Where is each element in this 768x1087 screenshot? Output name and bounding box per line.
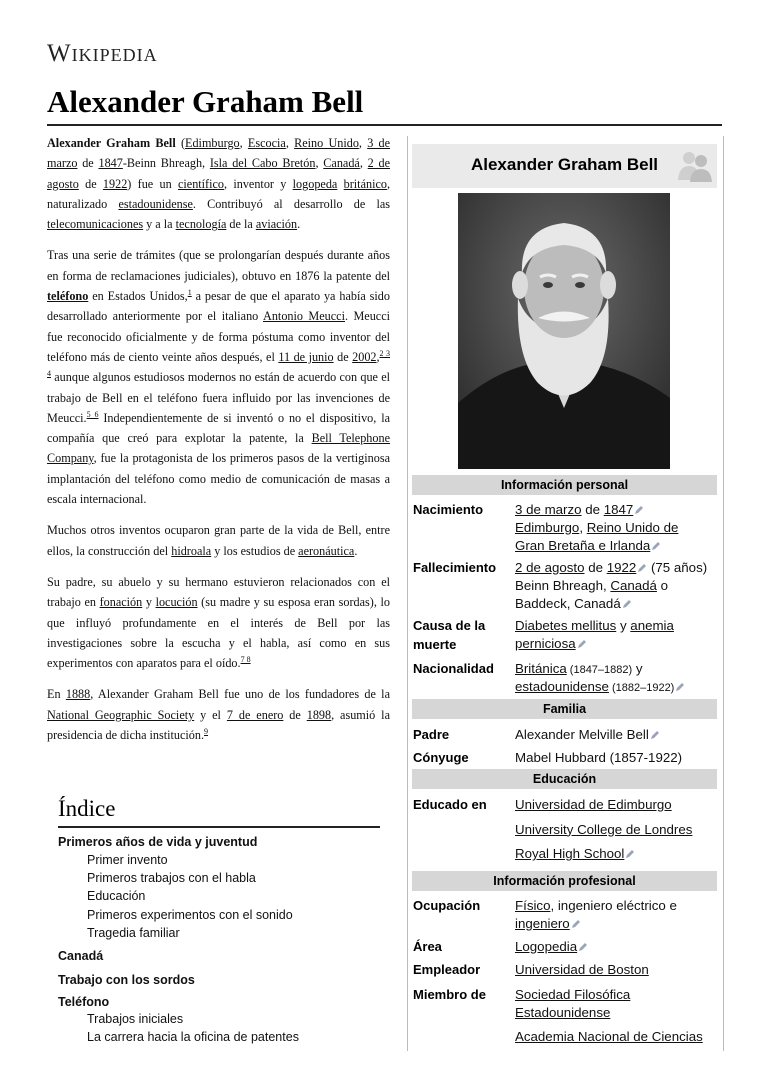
inline-link[interactable]: National Geographic Society <box>47 707 195 722</box>
infobox-key: Fallecimiento <box>413 560 497 575</box>
inline-text: , <box>315 156 324 171</box>
infobox-link[interactable]: Estadounidense <box>515 1005 611 1020</box>
inline-link[interactable]: británico <box>343 176 387 191</box>
infobox-key: Ocupación <box>413 898 481 913</box>
edit-pencil-icon[interactable] <box>651 538 661 548</box>
toc-section-link[interactable]: Teléfono <box>58 995 110 1009</box>
wikipedia-logo[interactable]: Wikipedia <box>47 40 158 67</box>
inline-link[interactable]: fonación <box>99 595 143 610</box>
inline-text: , <box>239 136 248 150</box>
inline-link[interactable]: aviación <box>255 217 298 232</box>
edit-pencil-icon[interactable] <box>578 939 588 949</box>
inline-link[interactable]: Bell Telephone Company <box>47 431 390 466</box>
infobox-value-line <box>515 749 720 767</box>
infobox-value <box>515 986 720 1046</box>
inline-link[interactable]: telecomunicaciones <box>47 217 144 232</box>
infobox-value <box>515 749 720 767</box>
infobox-text: (75 años) <box>647 560 708 575</box>
inline-text: Independientemente de si inventó o no el dispositivo, la compañía que creó para explotar la patente, la <box>47 410 390 446</box>
inline-link[interactable]: 2 de agosto <box>47 156 390 191</box>
infobox-link[interactable]: Academia Nacional de Ciencias <box>515 1029 703 1044</box>
infobox-link[interactable]: Universidad de Edimburgo <box>515 797 672 812</box>
infobox-text: Alexander Melville Bell <box>515 727 649 742</box>
infobox-value-line <box>515 897 720 915</box>
infobox-key: Padre <box>413 727 450 742</box>
infobox-link[interactable]: Canadá <box>610 578 657 593</box>
paragraph-telephone <box>47 245 390 509</box>
inline-text: (su madre y su esposa eran sordas), lo que influyó profundamente en el interés de Bell por las investigaciones sobre la escucha y el habla, así como en sus experimentos con aparatos para el oído. <box>47 595 391 671</box>
infobox-value-line <box>515 660 720 678</box>
infobox-link[interactable]: Edimburgo <box>515 520 580 535</box>
infobox-value <box>515 559 720 613</box>
inline-link[interactable]: científico <box>177 176 225 191</box>
inline-link[interactable]: 7 de enero <box>226 707 284 722</box>
inline-text: y a la <box>143 217 176 232</box>
toc-subsection-link[interactable]: La carrera hacia la oficina de patentes <box>87 1030 299 1044</box>
inline-text: . <box>297 217 301 232</box>
infobox-value-line <box>515 559 720 577</box>
section-educacion: Educación <box>412 769 717 789</box>
inline-text: aunque algunos estudiosos modernos no están de acuerdo con que el trabajo de Bell en el teléfono fuera influido por las invenciones de Meucci. <box>47 370 390 425</box>
infobox-link[interactable]: estadounidense <box>515 679 609 694</box>
inline-link[interactable]: Edimburgo <box>185 136 240 150</box>
infobox-value <box>515 501 720 555</box>
edit-pencil-icon[interactable] <box>675 679 685 689</box>
inline-text: Tras una serie de trámites (que se prolongarían después durante años en forma de reclamaciones judiciales), obtuvo en 1876 la patente del <box>47 248 390 283</box>
inline-text: Alexander Graham Bell <box>47 136 176 150</box>
infobox-value-line <box>515 501 720 519</box>
inline-link[interactable]: 1 <box>187 288 192 298</box>
infobox-value-line <box>515 537 720 555</box>
inline-text: . <box>354 543 358 558</box>
infobox-text: (1847–1882) <box>566 664 633 676</box>
toc-subsection-link[interactable]: Primeros trabajos con el habla <box>87 871 256 885</box>
infobox-value-line <box>515 938 720 956</box>
infobox-value-line <box>515 595 720 613</box>
infobox-text: Baddeck, Canadá <box>515 596 621 611</box>
section-familia: Familia <box>412 699 717 719</box>
paragraph-family <box>47 572 390 673</box>
infobox-value <box>515 617 720 653</box>
toc-subsection-link[interactable]: Primeros experimentos con el sonido <box>87 908 293 922</box>
infobox-key: Miembro de <box>413 987 486 1002</box>
inline-text: , <box>285 136 295 150</box>
inline-text: En <box>47 687 66 702</box>
infobox-link[interactable]: Diabetes mellitus <box>515 618 617 633</box>
toc-section-link[interactable]: Canadá <box>58 949 104 963</box>
infobox-value-line <box>515 845 720 863</box>
infobox-text: de <box>584 560 607 575</box>
inline-link[interactable]: 1898 <box>306 707 332 722</box>
edit-pencil-icon[interactable] <box>622 596 632 606</box>
portrait-photo <box>458 193 670 469</box>
inline-link[interactable]: 2 3 4 <box>47 348 390 379</box>
inline-text: , fue la protagonista de los primeros pasos de la vertiginosa implantación del teléfono como medio de comunicación de masas a escala internacional. <box>47 451 390 507</box>
infobox-link[interactable]: 1922 <box>606 560 637 575</box>
infobox-link[interactable]: Sociedad Filosófica <box>515 987 631 1002</box>
edit-pencil-icon[interactable] <box>577 636 587 646</box>
toc-subsection-link[interactable]: Trabajos iniciales <box>87 1012 184 1026</box>
infobox-value <box>515 938 720 956</box>
infobox-link[interactable]: 1847 <box>603 502 634 517</box>
toc-section-link[interactable]: Primeros años de vida y juventud <box>58 835 258 849</box>
infobox-value-line <box>515 635 720 653</box>
inline-link[interactable]: teléfono <box>47 289 89 304</box>
infobox-link[interactable]: anemia <box>630 618 674 633</box>
inline-text: , inventor y <box>224 176 293 191</box>
inline-text: y el <box>194 707 227 722</box>
inline-link[interactable]: 11 de junio <box>278 349 334 364</box>
inline-link[interactable]: Canadá <box>323 156 360 171</box>
infobox-key: Área <box>413 939 442 954</box>
inline-link[interactable]: 3 de marzo <box>47 136 391 171</box>
infobox-key: Empleador <box>413 962 481 977</box>
infobox-value <box>515 897 720 933</box>
infobox-value-line <box>515 617 720 635</box>
infobox-link[interactable]: 2 de agosto <box>515 560 585 575</box>
edit-pencil-icon[interactable] <box>650 727 660 737</box>
toc-divider <box>58 826 380 828</box>
inline-text: Su padre, su abuelo y su hermano estuvieron relacionados con el trabajo en <box>47 574 390 610</box>
infobox-text: Beinn Bhreagh, <box>515 578 611 593</box>
paragraph-national-geographic <box>47 684 390 745</box>
infobox-value-line <box>515 915 720 933</box>
inline-text: , <box>376 349 380 364</box>
infobox-link[interactable]: Gran Bretaña e Irlanda <box>515 538 651 553</box>
inline-link[interactable]: Escocia <box>247 136 286 150</box>
inline-link[interactable]: 5 6 <box>86 409 99 419</box>
toc-subsection-link[interactable]: Tragedia familiar <box>87 926 180 940</box>
inline-link[interactable]: 7 8 <box>240 655 251 665</box>
inline-link[interactable]: hidroala <box>171 543 212 558</box>
infobox-value-line <box>515 678 720 696</box>
inline-text: a pesar de que el aparato ya había sido desarrollado anteriormente por el italiano <box>47 289 390 324</box>
paragraph-intro <box>47 133 390 234</box>
infobox-value-line <box>515 1028 720 1046</box>
infobox-value-line <box>515 519 720 537</box>
inline-text: ( <box>175 136 186 150</box>
title-divider <box>47 124 722 126</box>
infobox-text: o <box>656 578 669 593</box>
inline-text: de <box>333 349 353 364</box>
inline-link[interactable]: Reino Unido <box>294 136 359 150</box>
page-title: Alexander Graham Bell <box>47 84 364 119</box>
infobox-key: Cónyuge <box>413 750 469 765</box>
infobox-text: , ingeniero eléctrico e <box>550 898 677 913</box>
inline-text: de la <box>226 217 256 232</box>
inline-text: y <box>142 595 156 610</box>
infobox-text: y <box>632 661 643 676</box>
inline-link[interactable]: estadounidense <box>118 196 193 211</box>
edit-pencil-icon[interactable] <box>637 560 647 570</box>
inline-link[interactable]: 1922 <box>102 176 128 191</box>
inline-link[interactable]: locución <box>155 595 198 610</box>
inline-text: ) fue un <box>127 176 178 191</box>
inline-link[interactable]: Antonio Meucci <box>263 309 345 324</box>
inline-text: de <box>78 176 103 191</box>
paragraph-inventions <box>47 520 390 561</box>
infobox-value <box>515 660 720 696</box>
person-icon <box>676 146 714 184</box>
infobox-link[interactable]: University College de Londres <box>515 821 693 837</box>
inline-text: , Alexander Graham Bell fue uno de los fundadores de la <box>90 687 390 702</box>
inline-link[interactable]: aeronáutica <box>298 543 355 558</box>
inline-text: y los estudios de <box>211 543 299 558</box>
toc-subsection-link[interactable]: Primer invento <box>87 853 168 867</box>
infobox-value-line <box>515 986 720 1004</box>
inline-text: de <box>77 156 99 171</box>
infobox-value <box>515 961 720 979</box>
infobox-link[interactable]: Británica <box>515 661 567 676</box>
infobox-value-line <box>515 796 720 821</box>
infobox-link[interactable]: Reino Unido de <box>586 520 679 535</box>
toc-subsection-link[interactable]: Educación <box>87 889 146 903</box>
inline-link[interactable]: Isla del Cabo Bretón <box>209 156 316 171</box>
inline-text: , <box>359 156 368 171</box>
infobox-text: Mabel Hubbard (1857-1922) <box>515 750 683 765</box>
inline-text: en Estados Unidos, <box>88 289 188 304</box>
inline-link[interactable]: 9 <box>204 726 209 736</box>
article-body <box>47 133 390 756</box>
infobox-key: Nacionalidad <box>413 661 494 676</box>
infobox-link[interactable]: Universidad de Boston <box>515 962 649 977</box>
infobox-value-line <box>515 821 720 846</box>
infobox-title: Alexander Graham Bell <box>470 155 659 174</box>
edit-pencil-icon[interactable] <box>634 502 644 512</box>
infobox-key: Educado en <box>413 797 487 812</box>
infobox-key: Nacimiento <box>413 502 484 517</box>
infobox-link[interactable]: 3 de marzo <box>515 502 582 517</box>
inline-link[interactable]: tecnología <box>175 217 227 232</box>
inline-text: Muchos otros inventos ocuparon gran parte de la vida de Bell, entre ellos, la construcción del <box>47 523 390 558</box>
toc-title: Índice <box>58 796 116 821</box>
toc-section-link[interactable]: Trabajo con los sordos <box>58 973 195 987</box>
inline-text: . Contribuyó al desarrollo de las <box>192 196 391 211</box>
infobox-link[interactable]: ingeniero <box>515 916 570 931</box>
section-profesional: Información profesional <box>412 871 717 891</box>
inline-text: , asumió la presidencia de dicha institución. <box>47 707 390 743</box>
infobox-text: , <box>579 520 587 535</box>
inline-text: de <box>283 707 307 722</box>
infobox-link[interactable]: Logopedia <box>515 939 578 954</box>
infobox-text: (1882–1922) <box>608 682 675 694</box>
infobox-value-line <box>515 726 720 744</box>
infobox-value-line <box>515 961 720 979</box>
infobox-link[interactable]: Físico <box>515 898 551 913</box>
infobox-key: Causa de la muerte <box>413 618 486 652</box>
infobox-value-line <box>515 577 720 595</box>
inline-link[interactable]: logopeda <box>292 176 338 191</box>
edit-pencil-icon[interactable] <box>571 916 581 926</box>
inline-text: . Meucci fue reconocido oficialmente y de forma póstuma como inventor del teléfono más de ciento veinte años después, el <box>47 309 390 364</box>
infobox-value-line <box>515 1004 720 1028</box>
infobox-text: y <box>616 618 631 633</box>
infobox-text: de <box>581 502 604 517</box>
inline-text: -Beinn Bhreagh, <box>122 156 210 171</box>
inline-text: , <box>358 136 368 150</box>
section-personal: Información personal <box>412 475 717 495</box>
infobox-link[interactable]: Royal High School <box>515 846 625 861</box>
edit-pencil-icon[interactable] <box>625 846 635 856</box>
infobox-link[interactable]: perniciosa <box>515 636 576 651</box>
inline-link[interactable]: 2002 <box>352 349 377 364</box>
inline-text: , naturalizado <box>47 176 391 211</box>
infobox-value <box>515 796 720 863</box>
inline-link[interactable]: 1847 <box>98 156 123 171</box>
infobox-value <box>515 726 720 744</box>
inline-link[interactable]: 1888 <box>65 687 91 702</box>
